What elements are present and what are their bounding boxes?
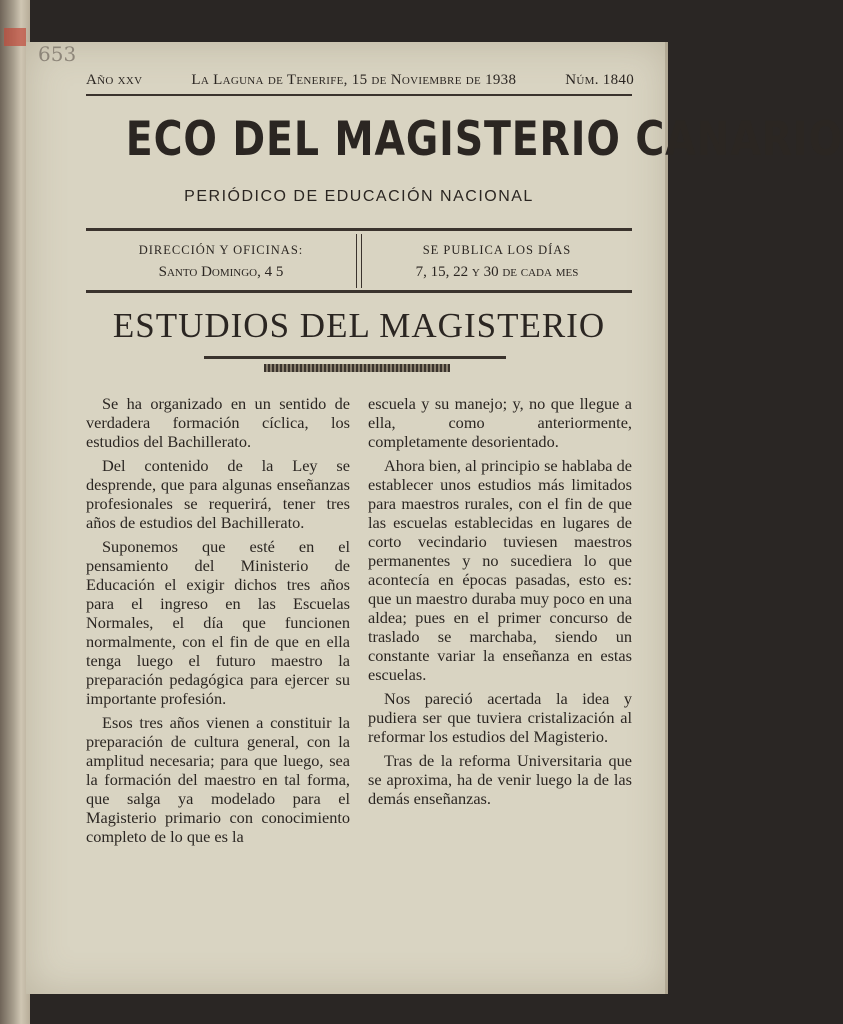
folio-number: 653 bbox=[38, 42, 77, 66]
schedule-block bbox=[362, 234, 632, 288]
paragraph: Ahora bien, al principio se hablaba de establecer unos estudios más limitados para maestros rurales, con el fin de que las escuelas establecidas en lugares de corto vecindario tuviesen maestros permanentes y no sucediera lo que acontecía en épocas pasadas, esto es: que un maestro duraba muy poco en una aldea; pues en el primer concurso de traslado se marchaba, siendo un constante variar la enseñanza en estas escuelas. bbox=[368, 456, 632, 684]
info-bottom-rule bbox=[86, 290, 632, 293]
schedule-label: SE PUBLICA LOS DÍAS bbox=[422, 243, 572, 257]
address-label: DIRECCIÓN Y OFICINAS: bbox=[138, 243, 304, 257]
article-body bbox=[86, 394, 632, 851]
info-box bbox=[86, 234, 632, 288]
subtitle: PERIÓDICO DE EDUCACIÓN NACIONAL bbox=[184, 188, 534, 205]
info-top-rule bbox=[86, 228, 632, 231]
article-column-right bbox=[368, 394, 632, 851]
paragraph: Se ha organizado en un sentido de verdadera formación cíclica, los estudios del Bachillerato. bbox=[86, 394, 350, 451]
binding-tag bbox=[4, 28, 26, 46]
header-rule bbox=[86, 94, 632, 96]
paragraph: Del contenido de la Ley se desprende, que para algunas enseñanzas profesionales se requerirá, tener tres años de estudios del Bachillerato. bbox=[86, 456, 350, 532]
paragraph: Tras de la reforma Universitaria que se aproxima, ha de venir luego la de las demás enseñanzas. bbox=[368, 751, 632, 808]
place-date: La Laguna de Tenerife, 15 de Noviembre de 1938 bbox=[191, 72, 517, 88]
header-line bbox=[86, 72, 634, 89]
article-column-left bbox=[86, 394, 350, 851]
issue-number: Núm. 1840 bbox=[565, 72, 634, 88]
paragraph-continuation: escuela y su manejo; y, no que llegue a ella, como anteriormente, completamente desorientado. bbox=[368, 394, 632, 451]
masthead: ECO DEL MAGISTERIO CANARIO bbox=[125, 112, 843, 167]
schedule-value: 7, 15, 22 y 30 de cada mes bbox=[415, 264, 579, 280]
paragraph: Esos tres años vienen a constituir la preparación de cultura general, con la amplitud necesaria; para que luego, sea la formación del maestro en tal forma, que salga ya modelado para el Magisterio primario con conocimiento completo de lo que es la bbox=[86, 713, 350, 846]
article-headline: ESTUDIOS DEL MAGISTERIO bbox=[112, 306, 606, 345]
address-block bbox=[86, 234, 356, 288]
newspaper-page bbox=[26, 42, 843, 994]
paragraph: Suponemos que esté en el pensamiento del Ministerio de Educación el exigir dichos tres años para el ingreso en las Escuelas Normales, el día que funcionen normalmente, con el fin de que en ella tenga luego el futuro maestro la preparación pedagógica para ejercer su importante profesión. bbox=[86, 537, 350, 708]
paragraph: Nos pareció acertada la idea y pudiera ser que tuviera cristalización al reformar los estudios del Magisterio. bbox=[368, 689, 632, 746]
headline-rule bbox=[204, 356, 506, 359]
address-value: Santo Domingo, 4 5 bbox=[158, 264, 284, 280]
issue-year: Año xxv bbox=[86, 72, 143, 88]
headline-ornament bbox=[264, 364, 450, 372]
